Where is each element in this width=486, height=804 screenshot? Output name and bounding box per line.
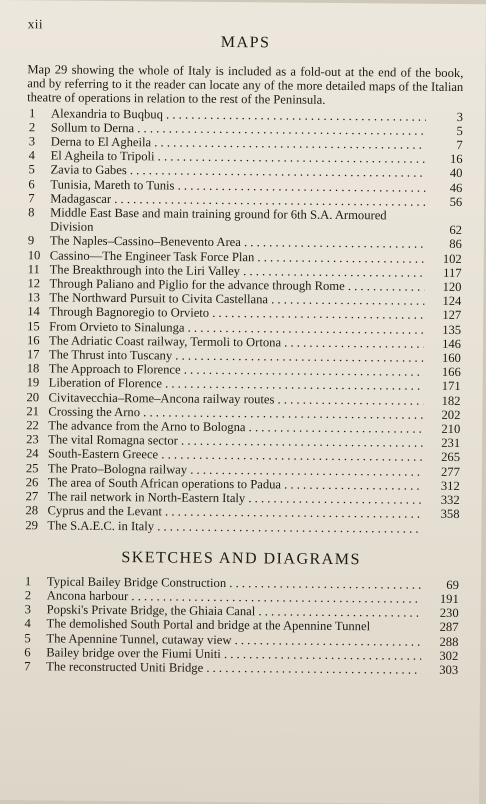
map-entry-page: 182 [423, 393, 460, 408]
map-entry-title: The advance from the Arno to Bologna . . . [48, 419, 423, 436]
maps-intro-paragraph: Map 29 showing the whole of Italy is included as a fold-out at the end of the book, and by referring to it the reader can locate any of the more detailed maps of the Italian theatre of operations in relation to the rest of the Peninsula. [27, 62, 463, 108]
map-entry-number: 26 [24, 475, 48, 489]
sketch-entry-number: 7 [22, 659, 46, 673]
map-entry-number: 2 [27, 120, 51, 134]
map-entry-page: 265 [423, 450, 460, 465]
map-entry-title: The Naples–Cassino–Benevento Area . . . [50, 234, 425, 251]
map-entry-title: Madagascar . . . [50, 191, 425, 208]
map-entry-number: 17 [25, 347, 49, 361]
map-entry-title: The vital Romagna sector . . . [48, 433, 423, 450]
map-entry-page: 3 [426, 109, 463, 124]
map-entry-page: 166 [424, 365, 461, 380]
sketch-entry-page: 303 [421, 663, 458, 678]
map-entry-number: 27 [24, 489, 48, 503]
sketch-entry-number: 1 [23, 574, 47, 588]
map-entry-title: The Northward Pursuit to Civita Castellana . . . [49, 291, 424, 308]
map-entry-title: Tunisia, Mareth to Tunis . . . [50, 177, 425, 194]
sketch-entry [22, 659, 458, 677]
map-entry-title: Zavia to Gabes . . . [50, 163, 425, 180]
map-entry-title: From Orvieto to Sinalunga . . . [49, 319, 424, 336]
map-entry-page: 102 [425, 251, 462, 266]
map-entry-number: 13 [25, 290, 49, 304]
map-entry-title: South-Eastern Greece . . . [48, 447, 423, 464]
sketch-entry-page: 287 [421, 620, 458, 635]
sketch-entry-page: 230 [422, 606, 459, 621]
map-entry-title: Liberation of Florence . . . [49, 376, 424, 393]
map-entry-page: 160 [424, 351, 461, 366]
map-entry-number: 7 [26, 191, 50, 205]
map-entry-page: 146 [424, 337, 461, 352]
map-entry-page: 46 [425, 180, 462, 195]
map-entry-title: The rail network in North-Eastern Italy . . . [48, 490, 423, 507]
map-entry-page: 332 [423, 493, 460, 508]
map-entry [23, 518, 459, 536]
sketch-entry-number: 6 [22, 645, 46, 659]
map-entry-title: Through Bagnoregio to Orvieto . . . [49, 305, 424, 322]
sketch-entry-title: The demolished South Portal and bridge at the Apennine Tunnel [46, 617, 421, 634]
map-entry-page: 202 [423, 408, 460, 423]
map-entry-number: 29 [23, 518, 47, 532]
map-entry-number: 12 [25, 276, 49, 290]
map-entry-page: 62 [425, 223, 462, 238]
map-entry-page: 231 [423, 436, 460, 451]
map-entry-number: 6 [26, 177, 50, 191]
map-entry-number: 14 [25, 305, 49, 319]
maps-heading: MAPS [28, 32, 464, 54]
page-number: xii [28, 16, 464, 36]
map-entry-title: Derna to El Agheila . . . [51, 134, 426, 151]
sketches-heading: SKETCHES AND DIAGRAMS [23, 548, 459, 570]
map-entry-title: Through Paliano and Piglio for the advance through Rome . . . [49, 276, 424, 293]
map-entry-title: The Adriatic Coast railway, Termoli to Ortona . . . [49, 333, 424, 350]
sketch-entry-title: Ancona harbour . . . [47, 588, 422, 605]
sketch-entry-title: Popski's Private Bridge, the Ghiaia Canal . . . [47, 603, 422, 620]
map-entry-title: Cyprus and the Levant . . . [47, 504, 422, 521]
sketch-entry-number: 4 [22, 617, 46, 631]
map-entry-number: 8 [26, 205, 50, 219]
map-entry-title: Cassino—The Engineer Task Force Plan . . . [50, 248, 425, 265]
map-entry-number: 24 [24, 447, 48, 461]
map-entry-number: 3 [27, 134, 51, 148]
map-entry-title: El Agheila to Tripoli . . . [51, 149, 426, 166]
maps-list [23, 106, 463, 536]
sketch-entry-title: Typical Bailey Bridge Construction . . . [47, 574, 422, 591]
sketch-entry-title: The Apennine Tunnel, cutaway view . . . [46, 631, 421, 648]
map-entry-page: 117 [425, 266, 462, 281]
sketch-entry-title: The reconstructed Uniti Bridge . . . [46, 659, 421, 676]
sketch-entry-page: 302 [421, 648, 458, 663]
map-entry-title: The area of South African operations to Padua . . . [48, 475, 423, 492]
map-entry-page: 135 [424, 322, 461, 337]
map-entry-page: 210 [423, 422, 460, 437]
map-entry-number: 15 [25, 319, 49, 333]
map-entry-number: 1 [27, 106, 51, 120]
map-entry-page: 40 [425, 166, 462, 181]
map-entry-title: Alexandria to Buqbuq . . . [51, 106, 426, 123]
sketch-entry-number: 3 [23, 602, 47, 616]
map-entry-page: 171 [424, 379, 461, 394]
map-entry-title: The Thrust into Tuscany . . . [49, 348, 424, 365]
map-entry-number: 10 [26, 248, 50, 262]
map-entry-title: The Prato–Bologna railway . . . [48, 461, 423, 478]
map-entry-number: 28 [23, 504, 47, 518]
map-entry-page: 124 [424, 294, 461, 309]
map-entry-page: 56 [425, 195, 462, 210]
map-entry-title: The Approach to Florence . . . [49, 362, 424, 379]
sketches-list [22, 574, 459, 677]
map-entry-title: Civitavecchia–Rome–Ancona railway routes . . . [48, 390, 423, 407]
map-entry-number: 22 [24, 418, 48, 432]
map-entry-page: 312 [423, 479, 460, 494]
map-entry [26, 205, 462, 237]
sketch-entry-page: 288 [421, 634, 458, 649]
map-entry-page: 86 [425, 237, 462, 252]
sketch-entry-number: 2 [23, 588, 47, 602]
map-entry-number: 23 [24, 433, 48, 447]
map-entry-page: 277 [423, 464, 460, 479]
map-entry-page: 358 [422, 507, 459, 522]
map-entry-page: 16 [426, 152, 463, 167]
map-entry-title: The Breakthrough into the Liri Valley . . . [50, 262, 425, 279]
map-entry-number: 16 [25, 333, 49, 347]
map-entry-title: Crossing the Arno . . . [48, 404, 423, 421]
map-entry-page: 127 [424, 308, 461, 323]
map-entry-number: 19 [25, 376, 49, 390]
map-entry-number: 25 [24, 461, 48, 475]
sketch-entry-title: Bailey bridge over the Fiumi Uniti . . . [46, 645, 421, 662]
map-entry-number: 5 [26, 163, 50, 177]
map-entry-page: 7 [426, 138, 463, 153]
map-entry-number: 20 [24, 390, 48, 404]
map-entry-page: 120 [424, 280, 461, 295]
sketch-entry-number: 5 [22, 631, 46, 645]
map-entry-number: 4 [27, 148, 51, 162]
map-entry-number: 11 [26, 262, 50, 276]
map-entry-number: 9 [26, 234, 50, 248]
sketch-entry-page: 69 [422, 577, 459, 592]
map-entry-title: Sollum to Derna . . . [51, 120, 426, 137]
map-entry-number: 18 [25, 361, 49, 375]
map-entry-page: 5 [426, 124, 463, 139]
map-entry-number: 21 [24, 404, 48, 418]
map-entry-title: The S.A.E.C. in Italy . . . [47, 518, 422, 535]
map-entry-title: Middle East Base and main training ground for 6th S.A. Armoured Division [50, 205, 425, 237]
sketch-entry-page: 191 [422, 592, 459, 607]
